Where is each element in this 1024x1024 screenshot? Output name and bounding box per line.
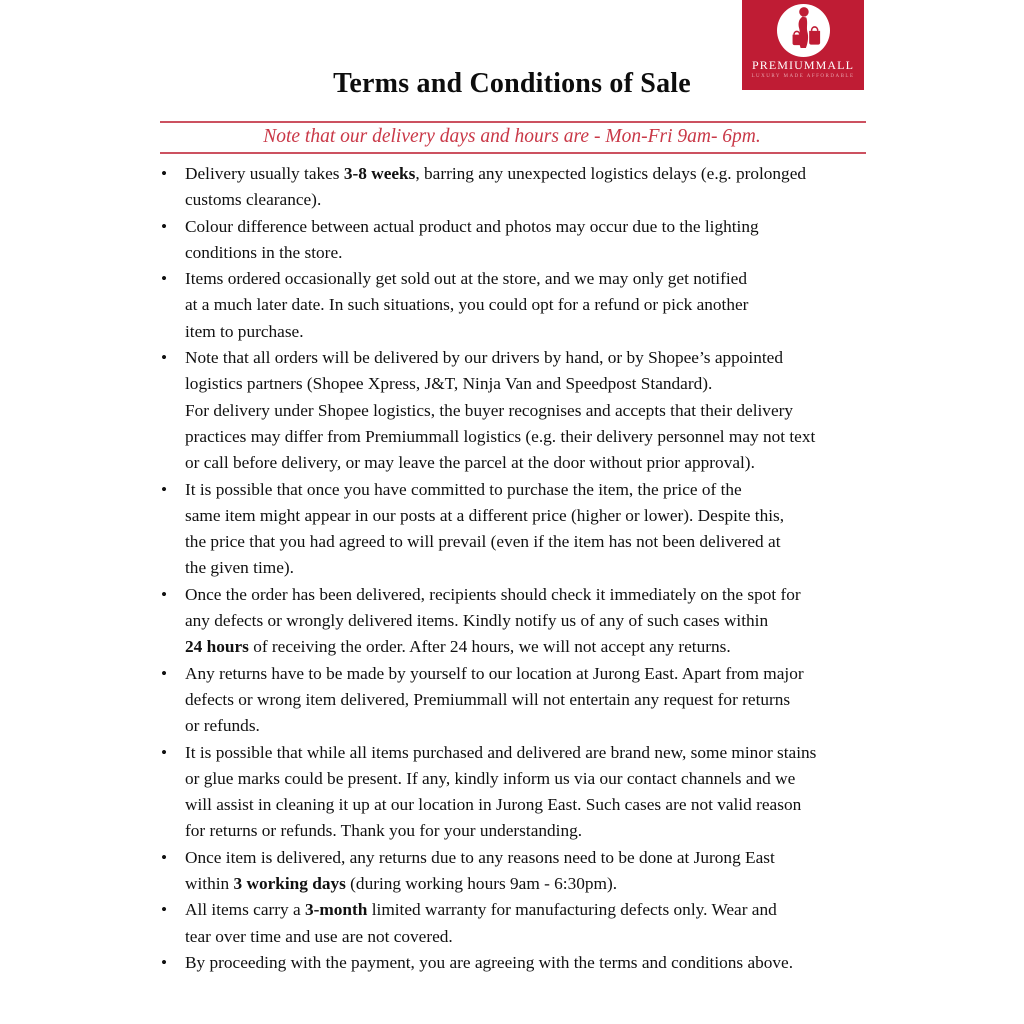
page-title: Terms and Conditions of Sale bbox=[333, 68, 691, 99]
term-item bbox=[161, 950, 873, 976]
term-text: Any returns have to be made by yourself to our location at Jurong East. Apart from major defects or wrong item delivered, Premiummall will not entertain any request for returns or refunds. bbox=[185, 663, 804, 736]
divider-top bbox=[160, 121, 866, 123]
term-item bbox=[161, 161, 873, 214]
delivery-note: Note that our delivery days and hours are - Mon-Fri 9am- 6pm. bbox=[263, 126, 761, 147]
term-text: It is possible that while all items purchased and delivered are brand new, some minor stains or glue marks could be present. If any, kindly inform us via our contact channels and we will assist in cleaning it up at our location in Jurong East. Such cases are not valid reason for returns or refunds. Thank you for your understanding. bbox=[185, 742, 817, 841]
term-text: Note that all orders will be delivered by our drivers by hand, or by Shopee’s appointed logistics partners (Shopee Xpress, J&T, Ninja Van and Speedpost Standard). For delivery under Shopee logistics, the buyer recognises and accepts that their delivery practices may differ from Premiummall logistics (e.g. their delivery personnel may not text or call before delivery, or may leave the parcel at the door without prior approval). bbox=[185, 348, 816, 473]
bullet-icon: • bbox=[161, 584, 168, 604]
bullet-icon: • bbox=[161, 348, 168, 368]
bullet-icon: • bbox=[161, 216, 168, 236]
divider-bottom bbox=[160, 152, 866, 154]
term-text: Delivery usually takes 3-8 weeks, barring any unexpected logistics delays (e.g. prolonged customs clearance). bbox=[185, 164, 807, 210]
term-item bbox=[161, 845, 873, 898]
bullet-icon: • bbox=[161, 952, 168, 972]
bullet-icon: • bbox=[161, 164, 168, 183]
term-item bbox=[161, 740, 873, 845]
bullet-icon: • bbox=[161, 742, 168, 762]
brand-name: PREMIUMMALL bbox=[751, 58, 855, 72]
term-item bbox=[161, 214, 873, 267]
term-text: Once item is delivered, any returns due to any reasons need to be done at Jurong East within 3 working days (during working hours 9am - 6:30pm). bbox=[185, 847, 775, 894]
bullet-icon: • bbox=[161, 663, 168, 683]
term-item bbox=[161, 477, 873, 582]
logo-circle bbox=[777, 4, 830, 57]
brand-tagline: LUXURY MADE AFFORDABLE bbox=[751, 74, 855, 79]
term-item bbox=[161, 266, 873, 345]
bullet-icon: • bbox=[161, 479, 168, 499]
term-item bbox=[161, 582, 873, 661]
term-text: Colour difference between actual product and photos may occur due to the lighting conditions in the store. bbox=[185, 216, 759, 262]
term-item bbox=[161, 345, 873, 476]
term-item bbox=[161, 897, 873, 950]
bullet-icon: • bbox=[161, 900, 168, 920]
bullet-icon: • bbox=[161, 269, 168, 289]
terms-list bbox=[161, 161, 873, 976]
term-text: Items ordered occasionally get sold out at the store, and we may only get notified at a much later date. In such situations, you could opt for a refund or pick another item to purchase. bbox=[185, 269, 749, 341]
term-text: By proceeding with the payment, you are agreeing with the terms and conditions above. bbox=[185, 952, 794, 972]
term-item bbox=[161, 661, 873, 740]
woman-shopper-icon bbox=[784, 6, 822, 55]
bullet-icon: • bbox=[161, 847, 168, 867]
term-text: It is possible that once you have committed to purchase the item, the price of the same item might appear in our posts at a different price (higher or lower). Despite this, the price that you had agreed to will prevail (even if the item has not been delivered at the given time). bbox=[185, 479, 785, 578]
term-text: Once the order has been delivered, recipients should check it immediately on the spot for any defects or wrongly delivered items. Kindly notify us of any of such cases within 24 hours of receiving the order. After 24 hours, we will not accept any returns. bbox=[185, 584, 801, 657]
term-text: All items carry a 3-month limited warranty for manufacturing defects only. Wear and tear over time and use are not covered. bbox=[185, 900, 777, 946]
